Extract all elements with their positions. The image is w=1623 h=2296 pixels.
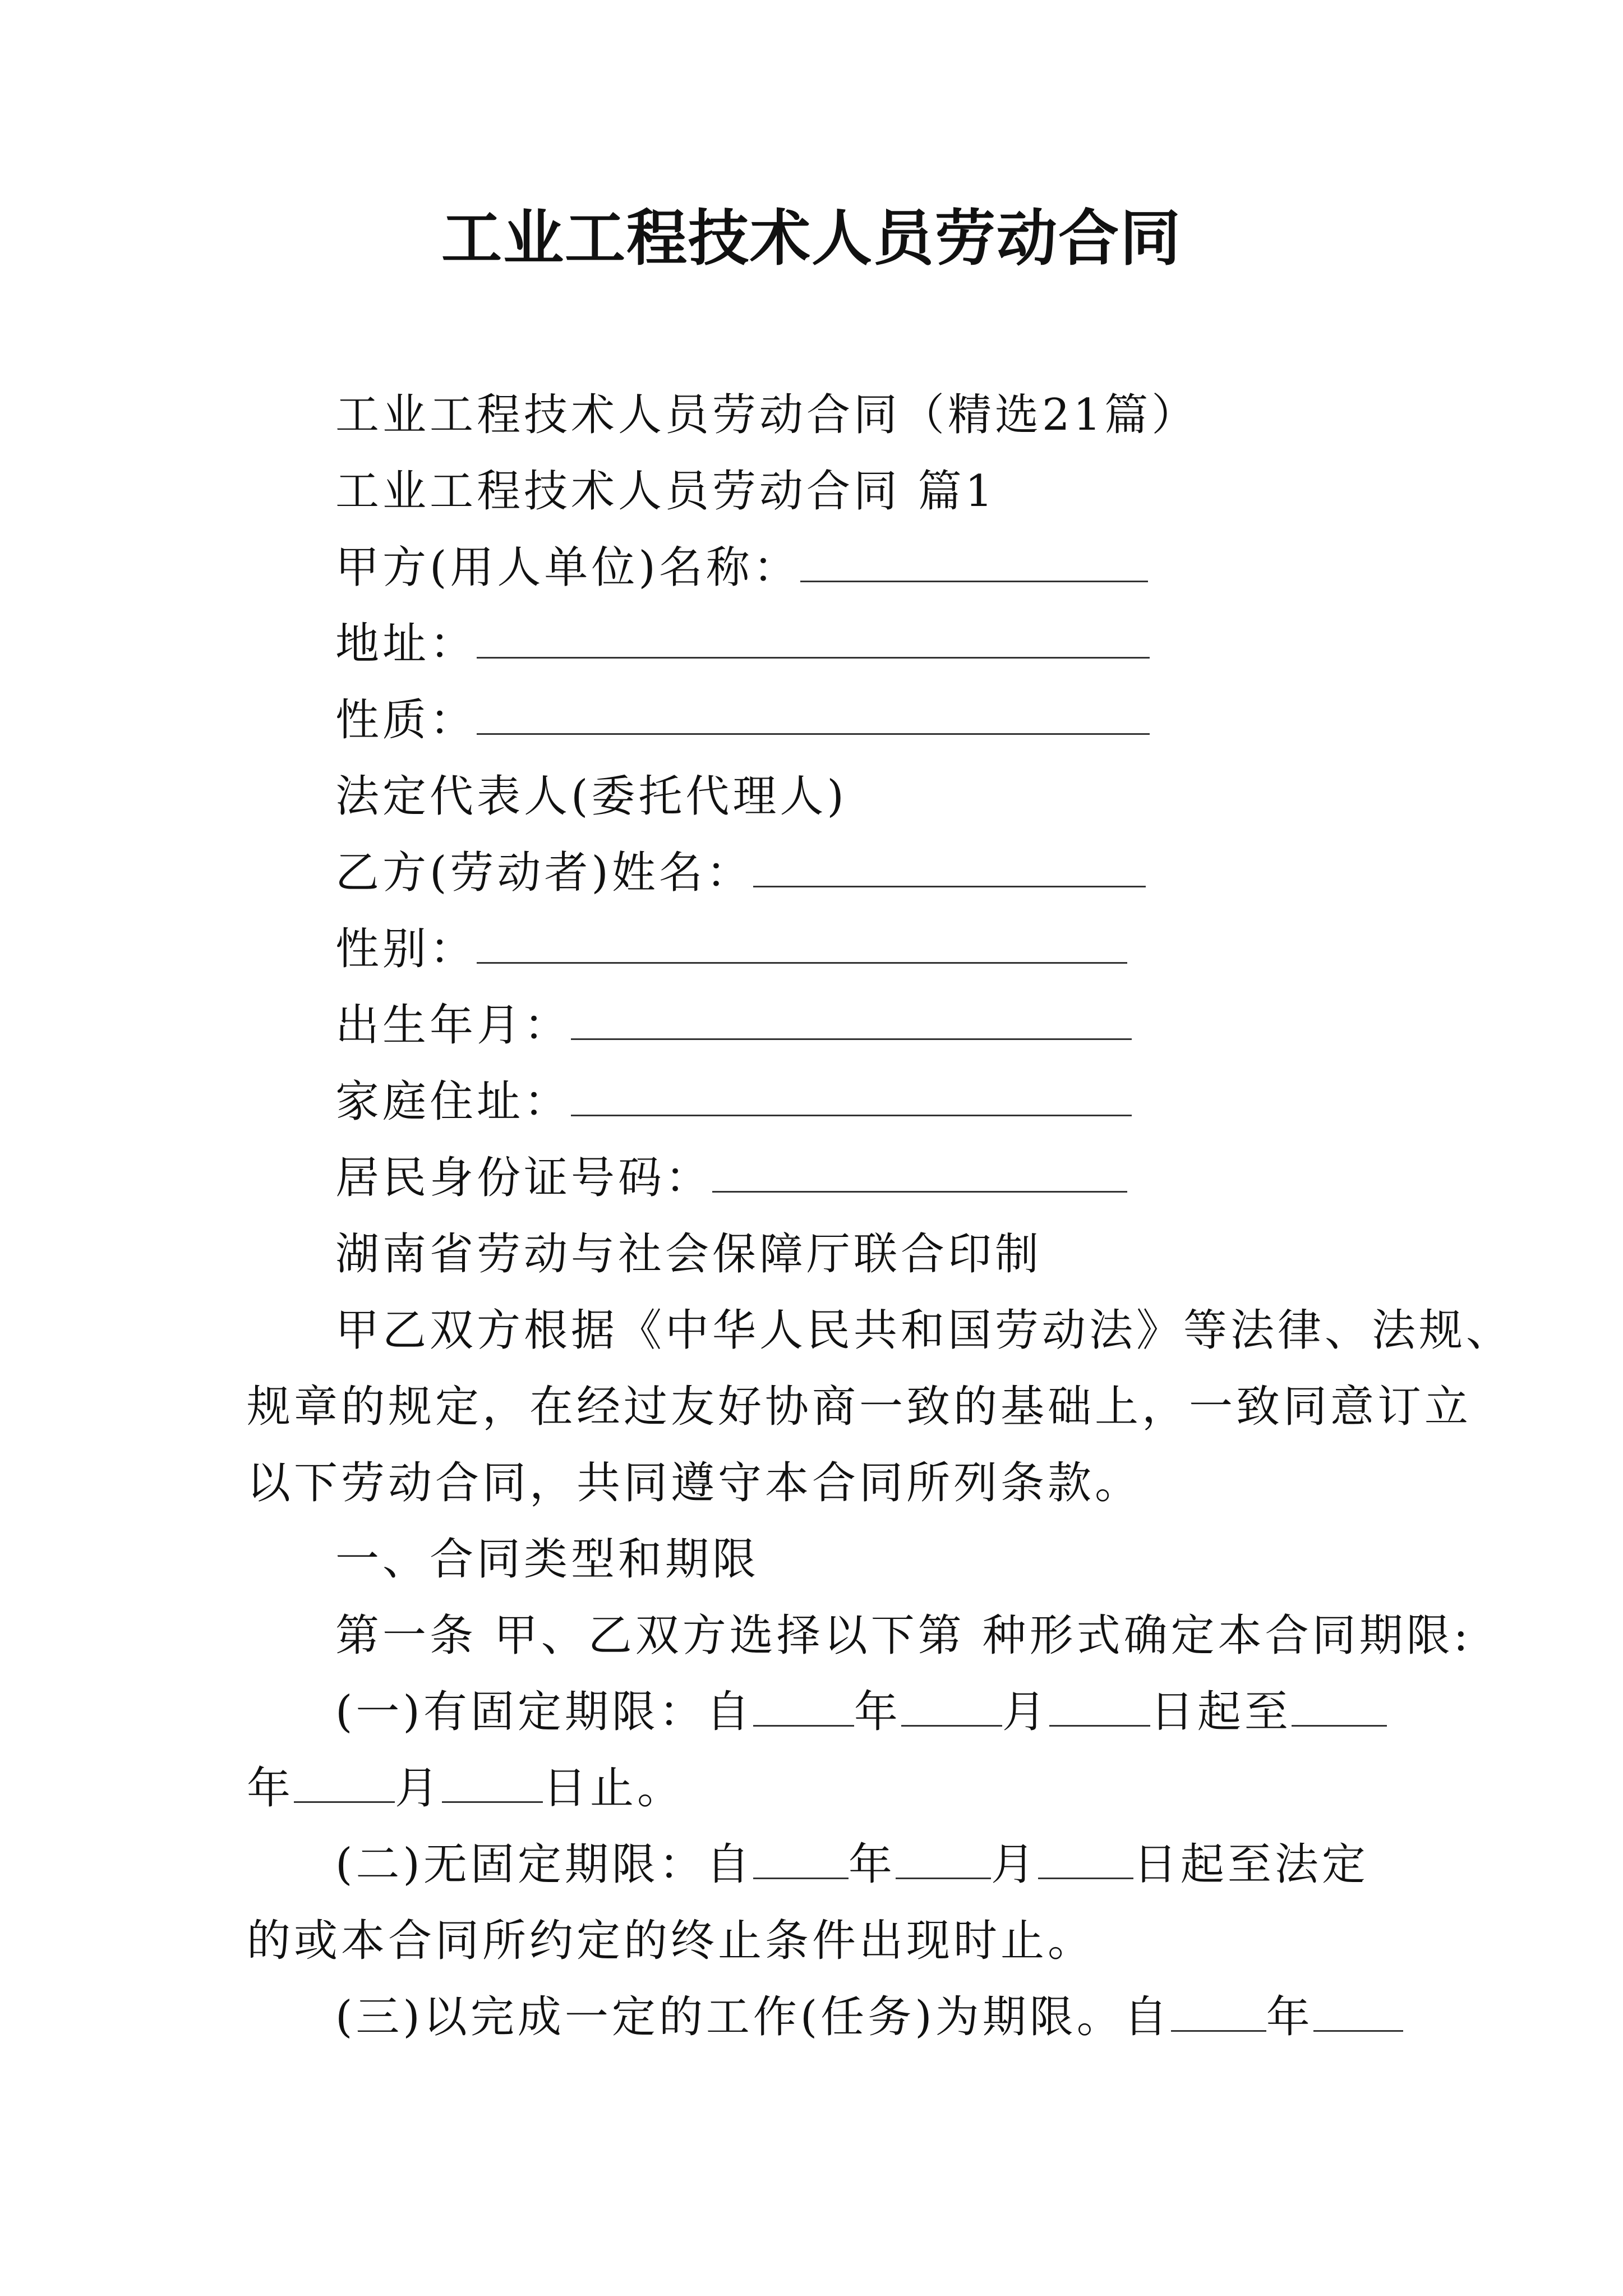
fill-blank[interactable]: [1171, 1991, 1266, 2032]
fill-blank[interactable]: [753, 1686, 854, 1727]
field-id-number: [335, 1150, 1127, 1206]
fill-blank[interactable]: [294, 1762, 395, 1803]
field-party-a-name: [335, 540, 1148, 596]
clause-3-line-1: (三)以完成一定的工作(任务)为期限。自 年: [335, 1989, 1403, 2045]
fill-blank[interactable]: [1292, 1686, 1387, 1727]
field-gender: [335, 921, 1127, 977]
clause-1-line-1: (一)有固定期限：自 年 月 日起至: [335, 1684, 1387, 1740]
field-label: 性别：: [335, 924, 477, 974]
printer-note: 湖南省劳动与社会保障厅联合印制: [335, 1229, 1043, 1280]
field-birth: [335, 997, 1132, 1053]
fill-blank[interactable]: [712, 1152, 1127, 1193]
fill-blank[interactable]: [442, 1762, 543, 1803]
fill-blank[interactable]: [571, 999, 1132, 1040]
clause-1-line-2: 年 月 日止。: [247, 1763, 685, 1814]
fill-blank[interactable]: [1049, 1686, 1150, 1727]
field-legal-rep: 法定代表人(委托代理人): [335, 771, 847, 822]
fill-blank[interactable]: [753, 1838, 849, 1879]
field-label: 居民身份证号码：: [335, 1153, 713, 1203]
fill-blank[interactable]: [800, 541, 1148, 582]
fill-blank[interactable]: [477, 923, 1127, 964]
fill-blank[interactable]: [1313, 1991, 1403, 2032]
field-label: 家庭住址：: [335, 1076, 571, 1127]
field-home-address: [335, 1074, 1132, 1130]
field-party-b-name: [335, 845, 1146, 901]
field-label: 出生年月：: [335, 1000, 571, 1051]
intro-line-2: 规章的规定，在经过友好协商一致的基础上，一致同意订立: [247, 1382, 1472, 1432]
clause-2-line-2: 的或本合同所约定的终止条件出现时止。: [247, 1916, 1095, 1966]
field-address: [335, 616, 1150, 672]
intro-line-3: 以下劳动合同，共同遵守本合同所列条款。: [247, 1458, 1142, 1508]
section-heading: 工业工程技术人员劳动合同 篇1: [335, 466, 997, 517]
fill-blank[interactable]: [477, 618, 1150, 659]
document-subtitle: 工业工程技术人员劳动合同（精选21篇）: [335, 390, 1199, 440]
clause-2-line-1: (二)无固定期限：自 年 月 日起至法定: [335, 1839, 1369, 1890]
fill-blank[interactable]: [571, 1075, 1132, 1116]
fill-blank[interactable]: [753, 846, 1146, 887]
fill-blank[interactable]: [901, 1686, 1002, 1727]
article-1: 第一条 甲、乙双方选择以下第 种形式确定本合同期限:: [335, 1611, 1472, 1661]
chapter-heading: 一、合同类型和期限: [335, 1534, 760, 1585]
field-nature: [335, 692, 1150, 748]
field-label: 甲方(用人单位)名称：: [335, 542, 800, 593]
fill-blank[interactable]: [1038, 1838, 1133, 1879]
document-title: 工业工程技术人员劳动合同: [441, 203, 1182, 274]
field-label: 性质：: [335, 695, 477, 746]
field-label: 地址：: [335, 619, 477, 669]
fill-blank[interactable]: [896, 1838, 991, 1879]
intro-line-1: 甲乙双方根据《中华人民共和国劳动法》等法律、法规、: [335, 1305, 1514, 1356]
fill-blank[interactable]: [477, 694, 1150, 735]
field-label: 乙方(劳动者)姓名：: [335, 848, 753, 898]
